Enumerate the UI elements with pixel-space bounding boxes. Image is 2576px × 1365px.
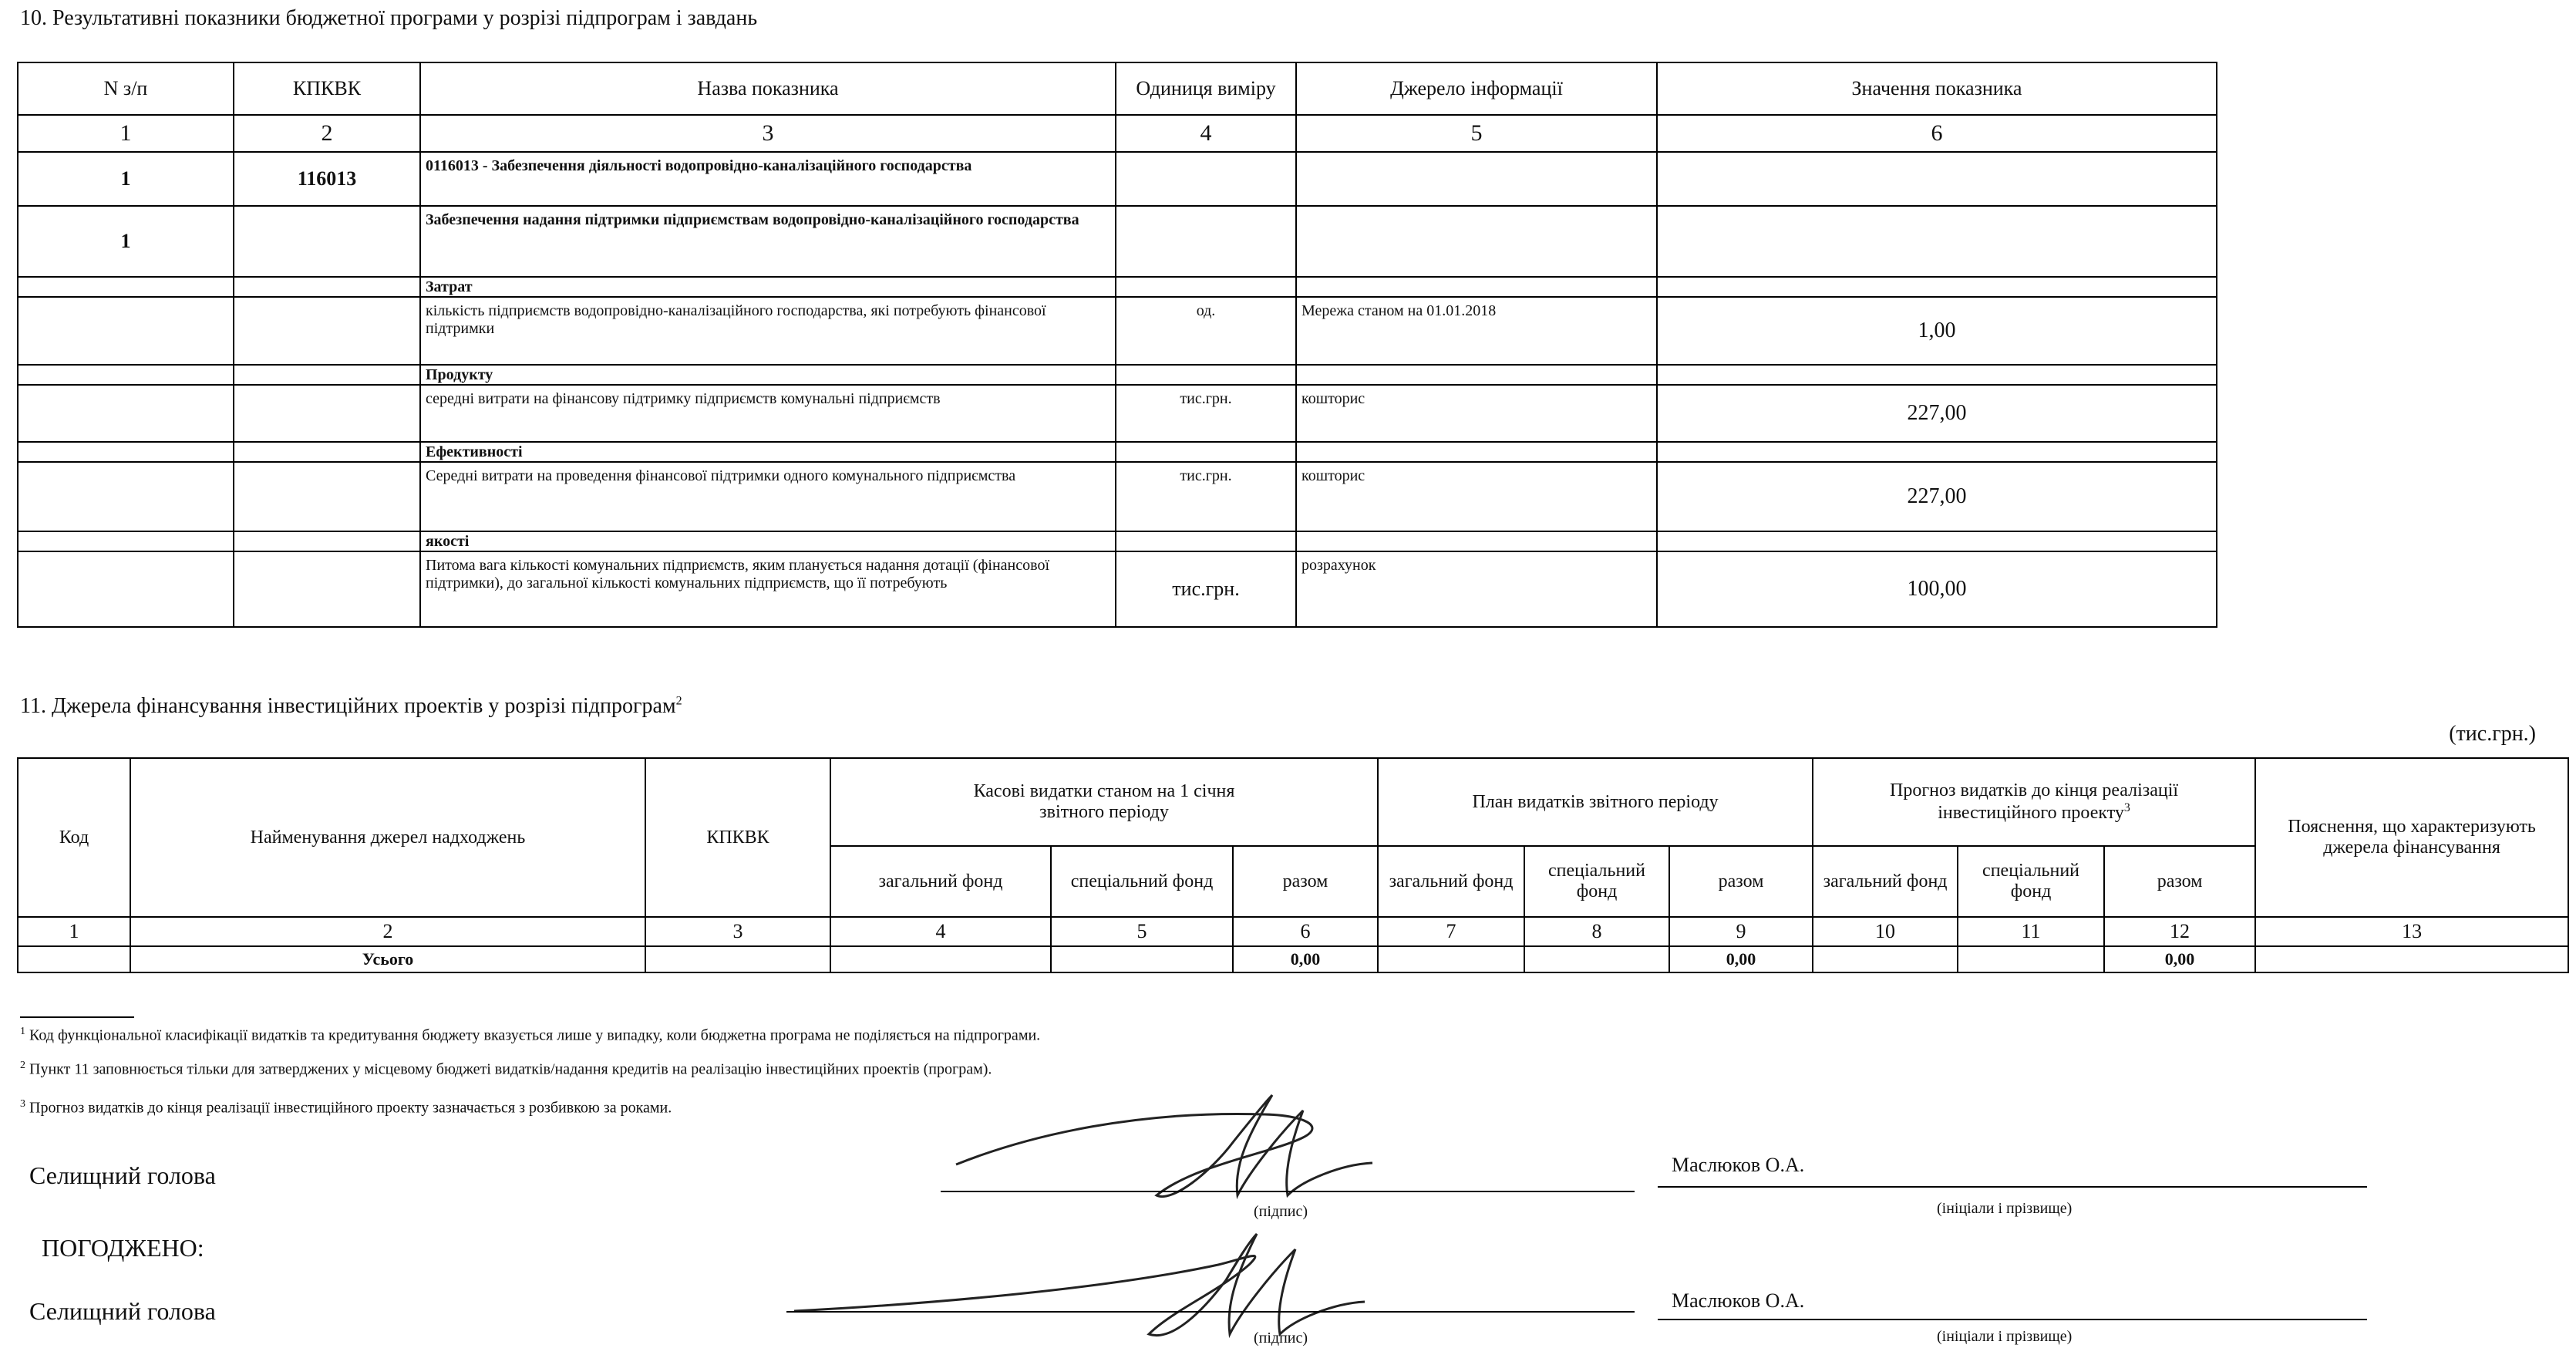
indicator-unit: тис.грн. [1116, 462, 1296, 531]
header-kpkvk: КПКВК [234, 62, 420, 115]
indicator-value: 227,00 [1657, 385, 2217, 442]
table-header-row [18, 758, 2568, 846]
footnote-ref: 3 [2123, 801, 2130, 814]
indicator-name: середні витрати на фінансову підтримку підприємств комунальні підприємств [420, 385, 1116, 442]
col-number: 4 [1116, 115, 1296, 152]
header-source-name: Найменування джерел надходжень [130, 758, 645, 917]
head-label-2: Селищний голова [29, 1297, 216, 1325]
indicator-value: 100,00 [1657, 551, 2217, 627]
col-number: 8 [1524, 917, 1669, 946]
col-number: 12 [2104, 917, 2255, 946]
program-name: 0116013 - Забезпечення діяльності водопровідно-каналізаційного господарства [420, 152, 1116, 206]
footnote-2 [20, 1060, 992, 1079]
col-number: 10 [1813, 917, 1958, 946]
indicator-row [18, 462, 2217, 531]
indicator-row [18, 551, 2217, 627]
group-header-row [18, 442, 2217, 462]
initials-line-2 [1658, 1319, 2367, 1320]
subheader-special-fund: спеціальний фонд [1051, 846, 1233, 917]
subheader-general-fund: загальний фонд [1813, 846, 1958, 917]
subheader-special-fund: спеціальний фонд [1958, 846, 2104, 917]
col-number: 9 [1669, 917, 1813, 946]
column-numbers-row [18, 115, 2217, 152]
header-source: Джерело інформації [1296, 62, 1657, 115]
signature-caption-1: (підпис) [1254, 1203, 1308, 1220]
col-number: 4 [830, 917, 1051, 946]
header-explanation: Пояснення, що характеризують джерела фінансування [2255, 758, 2568, 917]
header-kpkvk: КПКВК [645, 758, 830, 917]
header-forecast-expenses [1813, 758, 2255, 846]
forecast-total-value: 0,00 [2104, 946, 2255, 972]
group-header-row [18, 277, 2217, 297]
col-number: 2 [234, 115, 420, 152]
indicator-source: Мережа станом на 01.01.2018 [1296, 297, 1657, 365]
header-num: N з/п [18, 62, 234, 115]
cash-total-value: 0,00 [1233, 946, 1378, 972]
subheader-general-fund: загальний фонд [830, 846, 1051, 917]
col-number: 6 [1657, 115, 2217, 152]
subheader-general-fund: загальний фонд [1378, 846, 1524, 917]
signer-name-1: Маслюков О.А. [1672, 1154, 1805, 1176]
footnote-3 [20, 1098, 672, 1117]
initials-line-1 [1658, 1186, 2367, 1188]
col-number: 3 [645, 917, 830, 946]
section-10-title: 10. Результативні показники бюджетної програми у розрізі підпрограм і завдань [20, 6, 758, 30]
indicator-value: 227,00 [1657, 462, 2217, 531]
units-label: (тис.грн.) [2449, 722, 2536, 746]
indicator-unit: тис.грн. [1116, 551, 1296, 627]
group-header-row [18, 531, 2217, 551]
indicator-source: розрахунок [1296, 551, 1657, 627]
subheader-total: разом [2104, 846, 2255, 917]
footnote-mark: 2 [20, 1060, 25, 1071]
indicator-name: Середні витрати на проведення фінансової підтримки одного комунального підприємства [420, 462, 1116, 531]
performance-indicators-table [17, 62, 2217, 628]
task-name: Забезпечення надання підтримки підприємствам водопровідно-каналізаційного господарства [420, 206, 1116, 277]
col-number: 11 [1958, 917, 2104, 946]
col-number: 6 [1233, 917, 1378, 946]
initials-caption-1: (ініціали і прізвище) [1937, 1200, 2073, 1217]
task-num: 1 [18, 206, 234, 277]
column-numbers-row [18, 917, 2568, 946]
footnote-mark: 1 [20, 1026, 25, 1037]
header-plan-expenses: План видатків звітного періоду [1378, 758, 1813, 846]
header-forecast-text: Прогноз видатків до кінця реалізації інвестиційного проекту [1890, 780, 2179, 823]
col-number: 5 [1051, 917, 1233, 946]
investment-sources-table [17, 757, 2569, 973]
header-value: Значення показника [1657, 62, 2217, 115]
col-number: 5 [1296, 115, 1657, 152]
subheader-total: разом [1233, 846, 1378, 917]
group-title: Ефективності [420, 442, 1116, 462]
program-row [18, 152, 2217, 206]
plan-total-value: 0,00 [1669, 946, 1813, 972]
group-header-row [18, 365, 2217, 385]
agreed-label: ПОГОДЖЕНО: [42, 1234, 204, 1262]
indicator-name: Питома вага кількості комунальних підприємств, яким планується надання дотації (фінансової підтримки), до загальної кількості комунальних підприємств, що її потребують [420, 551, 1116, 627]
header-indicator-name: Назва показника [420, 62, 1116, 115]
indicator-unit: од. [1116, 297, 1296, 365]
col-number: 1 [18, 917, 130, 946]
subheader-total: разом [1669, 846, 1813, 917]
col-number: 1 [18, 115, 234, 152]
initials-caption-2: (ініціали і прізвище) [1937, 1328, 2073, 1345]
footnote-text: Код функціональної класифікації видатків та кредитування бюджету вказується лише у випадку, коли бюджетна програма не поділяється на підпрограми. [29, 1026, 1041, 1044]
indicator-value: 1,00 [1657, 297, 2217, 365]
signature-line-1 [941, 1191, 1635, 1192]
footnote-ref: 2 [675, 694, 682, 708]
section-11-title-text: 11. Джерела фінансування інвестиційних проектів у розрізі підпрограм [20, 694, 676, 718]
indicator-row [18, 297, 2217, 365]
head-label-1: Селищний голова [29, 1161, 216, 1189]
signer-name-2: Маслюков О.А. [1672, 1289, 1805, 1312]
subheader-special-fund: спеціальний фонд [1524, 846, 1669, 917]
footnote-divider [20, 1016, 134, 1018]
header-code: Код [18, 758, 130, 917]
signature-caption-2: (підпис) [1254, 1330, 1308, 1346]
col-number: 3 [420, 115, 1116, 152]
col-number: 7 [1378, 917, 1524, 946]
program-kpkvk: 116013 [234, 152, 420, 206]
indicator-source: кошторис [1296, 385, 1657, 442]
indicator-name: кількість підприємств водопровідно-каналізаційного господарства, які потребують фінансової підтримки [420, 297, 1116, 365]
header-unit: Одиниця виміру [1116, 62, 1296, 115]
program-num: 1 [18, 152, 234, 206]
indicator-row [18, 385, 2217, 442]
total-row [18, 946, 2568, 972]
group-title: якості [420, 531, 1116, 551]
indicator-source: кошторис [1296, 462, 1657, 531]
col-number: 13 [2255, 917, 2568, 946]
table-header-row [18, 62, 2217, 115]
task-row [18, 206, 2217, 277]
footnote-text: Прогноз видатків до кінця реалізації інвестиційного проекту зазначається з розбивкою за роками. [29, 1099, 672, 1117]
header-cash-expenses: Касові видатки станом на 1 січня звітного періоду [830, 758, 1378, 846]
indicator-unit: тис.грн. [1116, 385, 1296, 442]
footnote-text: Пункт 11 заповнюється тільки для затверджених у місцевому бюджеті видатків/надання кредитів на реалізацію інвестиційних проектів (програм). [29, 1060, 992, 1078]
footnote-mark: 3 [20, 1098, 25, 1110]
section-11-title [20, 694, 682, 719]
group-title: Продукту [420, 365, 1116, 385]
signature-line-2 [786, 1311, 1635, 1313]
signature-scribble-1 [941, 1080, 1388, 1218]
footnote-1 [20, 1026, 1040, 1045]
total-label: Усього [130, 946, 645, 972]
col-number: 2 [130, 917, 645, 946]
group-title: Затрат [420, 277, 1116, 297]
